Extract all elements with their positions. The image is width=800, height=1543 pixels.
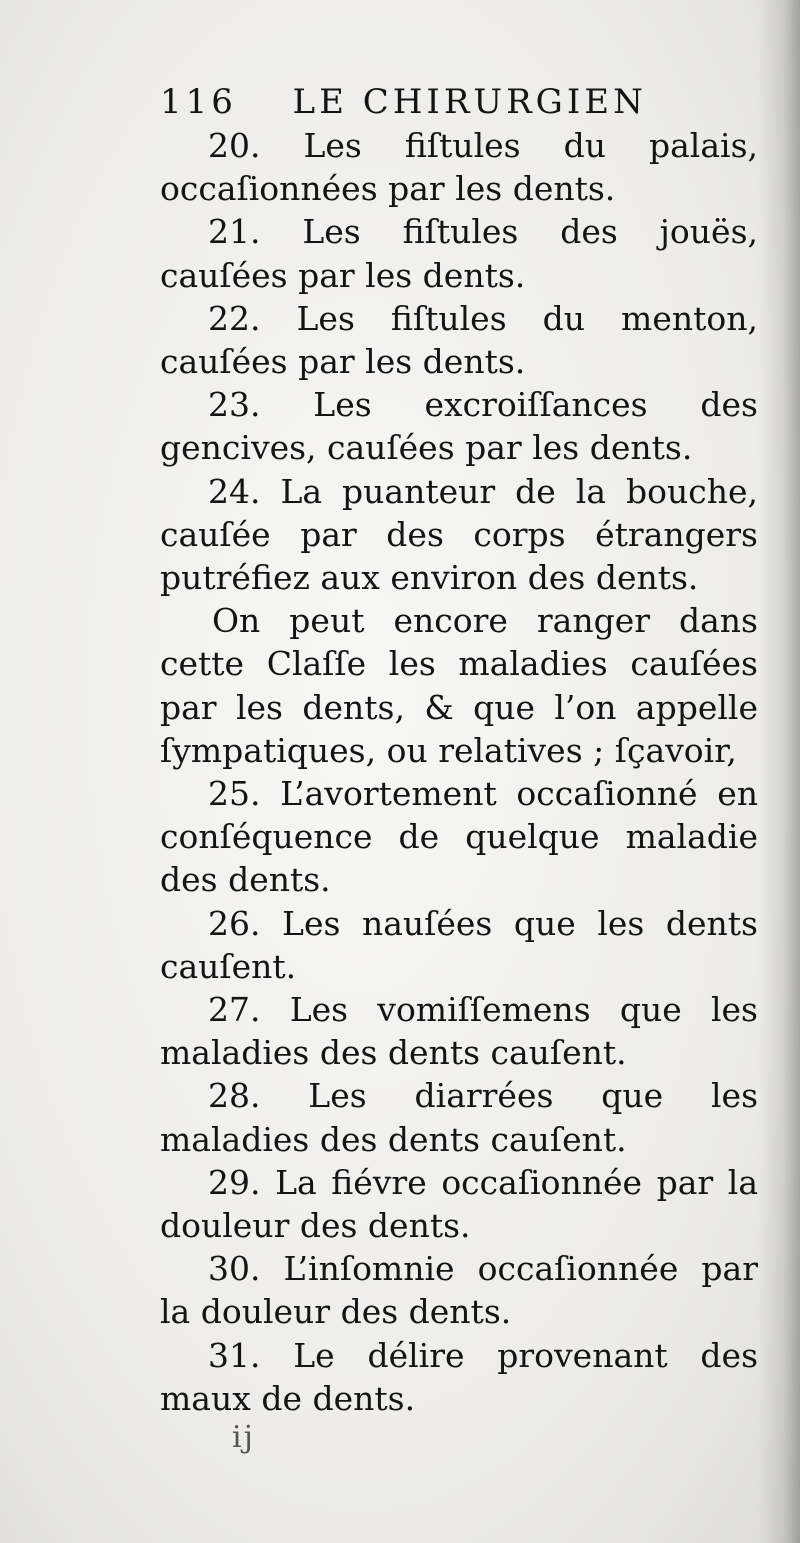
page-body	[160, 124, 758, 1420]
entry-24: 24. La puanteur de la bouche, cauſée par des corps étrangers putréfiez aux environ des dents.	[160, 471, 758, 598]
page-number: 116	[160, 82, 237, 122]
page-gutter-shadow	[758, 0, 800, 1543]
entry-26: 26. Les nauſées que les dents cauſent.	[160, 903, 758, 986]
running-header	[160, 82, 647, 122]
paragraph-sympathetic: On peut encore ranger dans cette Claſſe les maladies cauſées par les dents, & que l’on appelle ſympatiques, ou relatives ; ſçavoir,	[160, 601, 758, 770]
entry-25: 25. L’avortement occaſionné en conſéquence de quelque maladie des dents.	[160, 774, 758, 900]
entry-31: 31. Le délire provenant des maux de dents.	[160, 1335, 758, 1418]
entry-20: 20. Les fiſtules du palais, occaſionnées par les dents.	[160, 126, 758, 209]
entry-23: 23. Les excroiſſances des gencives, cauſées par les dents.	[160, 385, 758, 468]
signature-mark: ij	[232, 1420, 255, 1455]
running-title: LE CHIRURGIEN	[292, 82, 647, 122]
entry-28: 28. Les diarrées que les maladies des dents cauſent.	[160, 1076, 758, 1159]
entry-30: 30. L’inſomnie occaſionnée par la douleur des dents.	[160, 1249, 758, 1332]
entry-22: 22. Les fiſtules du menton, cauſées par les dents.	[160, 298, 758, 382]
entry-27: 27. Les vomiſſemens que les maladies des dents cauſent.	[160, 990, 758, 1073]
entry-29: 29. La fiévre occaſionnée par la douleur des dents.	[160, 1162, 758, 1246]
entry-21: 21. Les fiſtules des jouës, cauſées par les dents.	[160, 212, 758, 295]
